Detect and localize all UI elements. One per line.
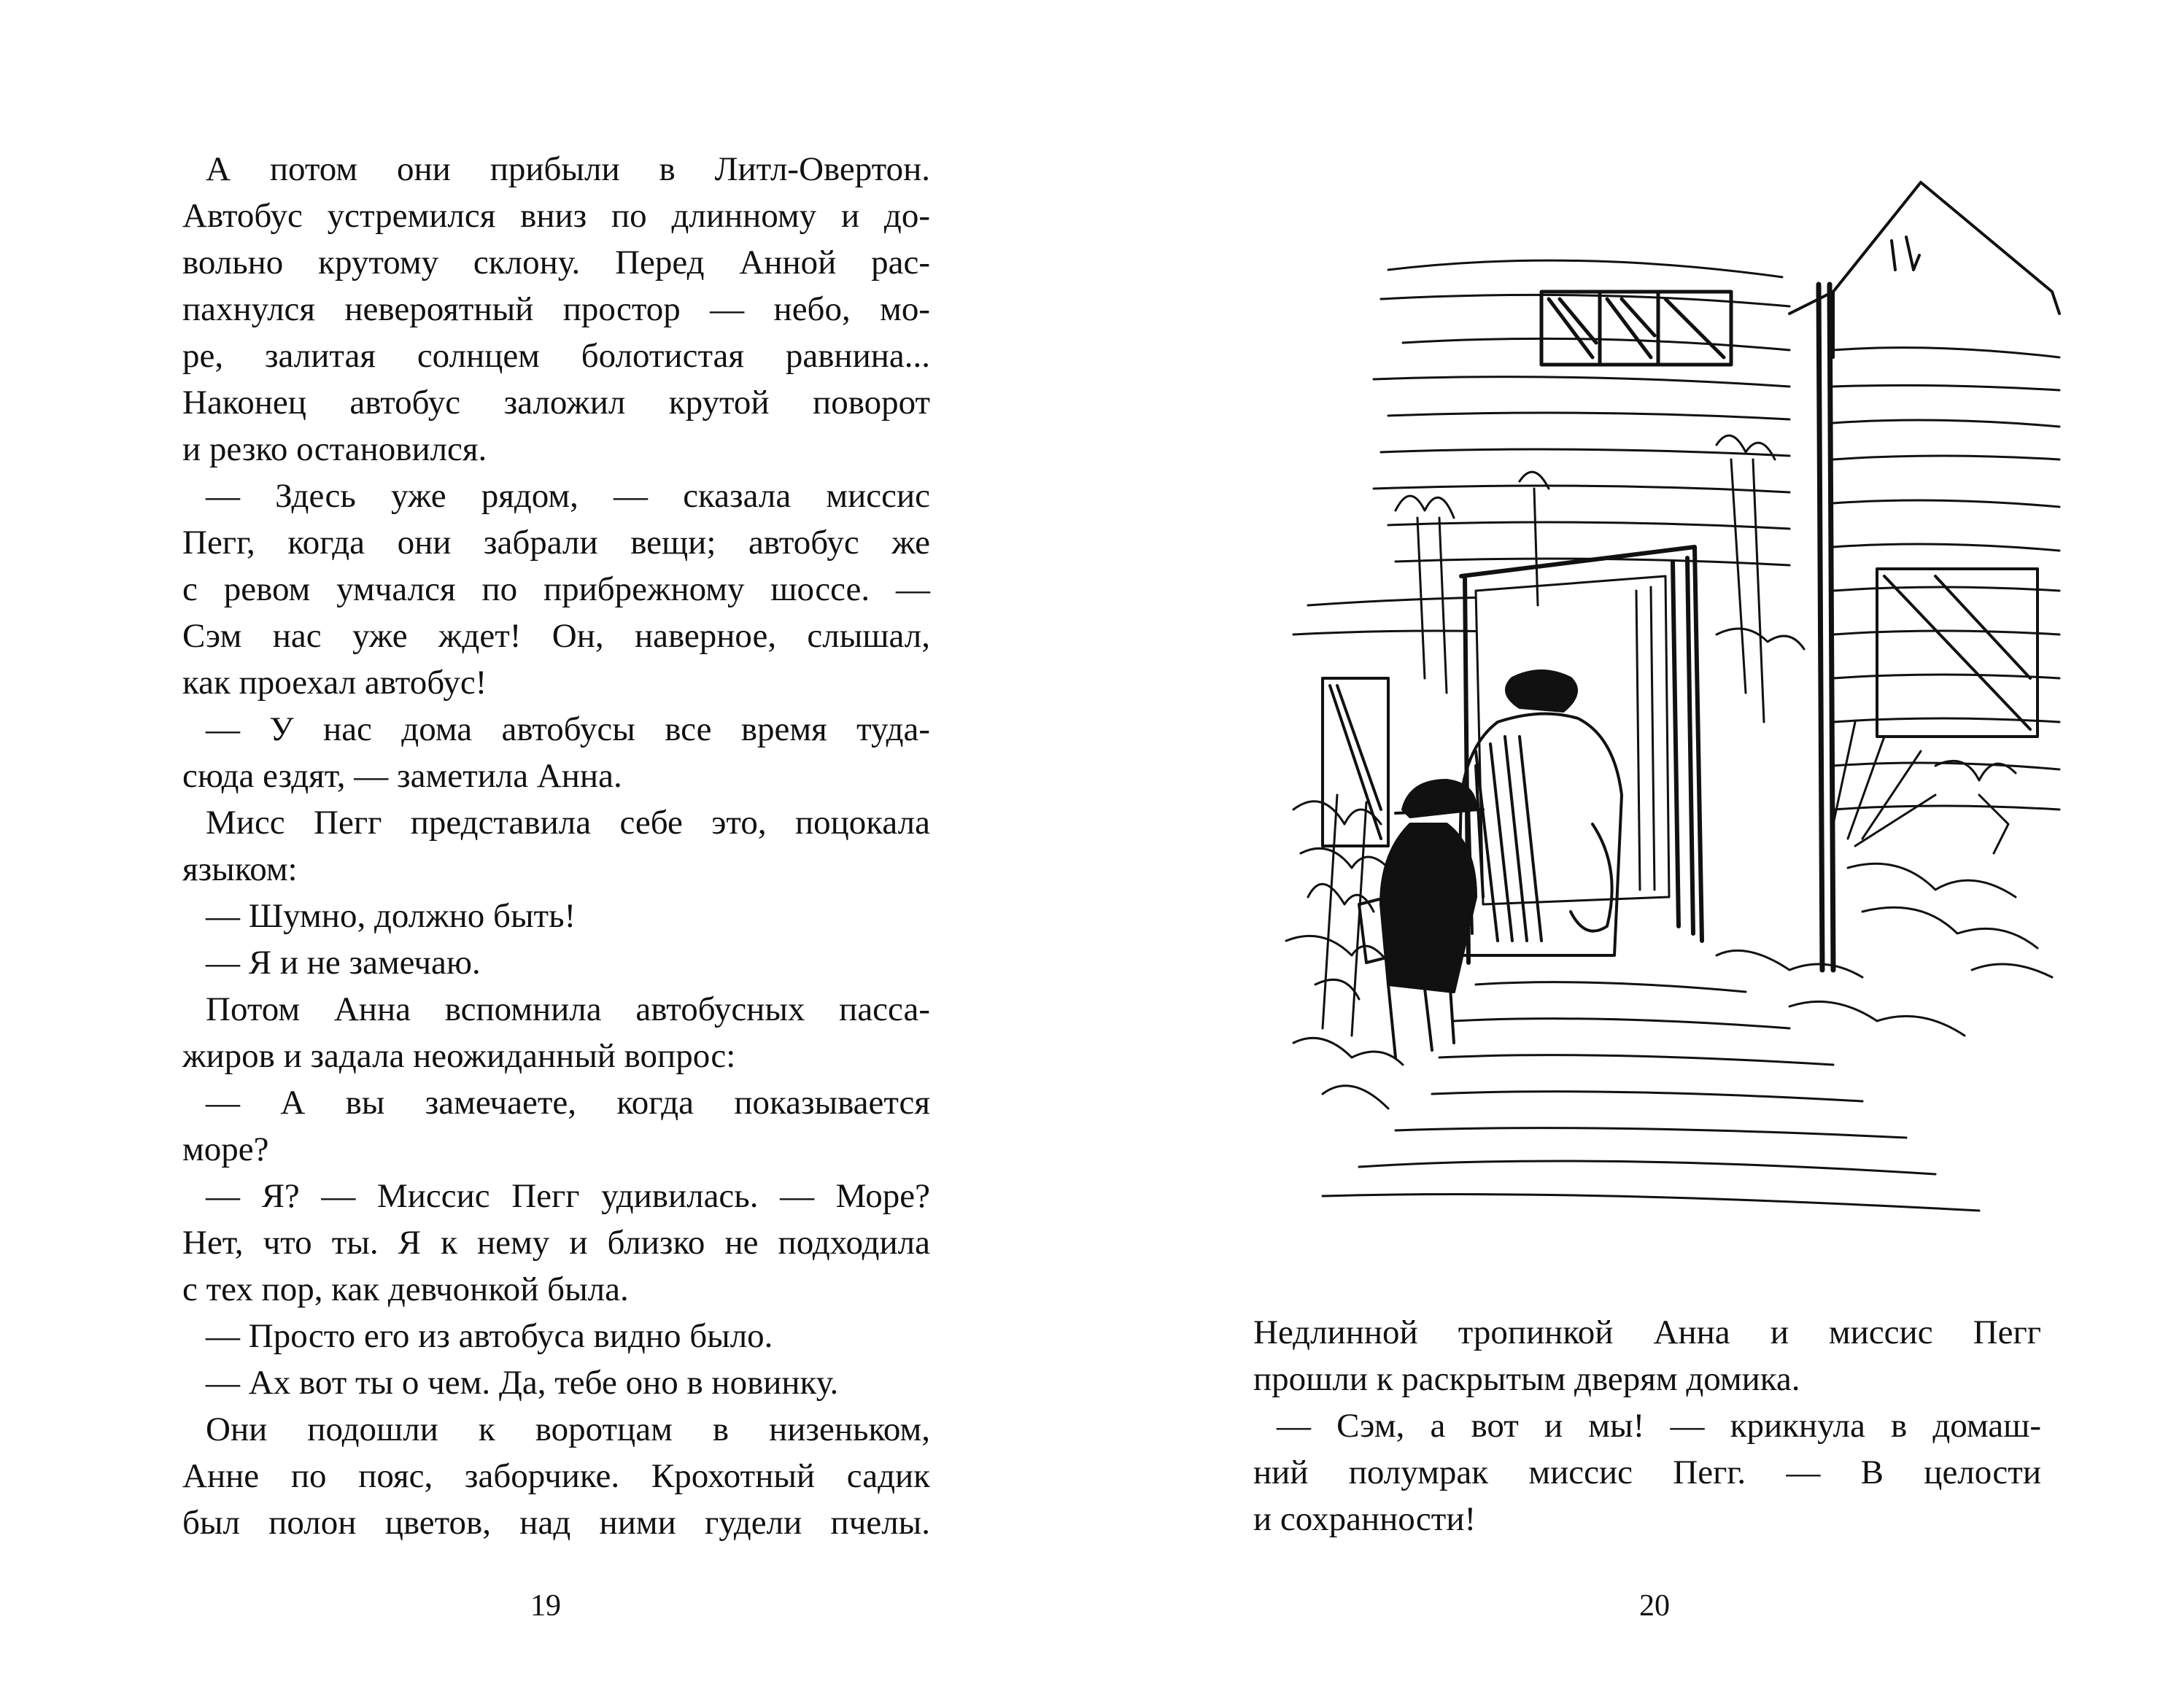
page-number-left: 19 <box>530 1589 561 1623</box>
text-line: — Здесь уже рядом, — сказала миссис <box>206 477 930 515</box>
text-line: с тех пор, как девчонкой была. <box>182 1270 629 1308</box>
text-line: сюда ездят, — заметила Анна. <box>182 757 622 795</box>
text-line: вольно крутому склону. Перед Анной рас- <box>182 244 930 282</box>
text-line: Сэм нас уже ждет! Он, наверное, слышал, <box>182 617 930 655</box>
text-line: Мисс Пегг представила себе это, поцокала <box>206 804 930 842</box>
text-line: Пегг, когда они забрали вещи; автобус же <box>182 524 930 562</box>
text-line: и резко остановился. <box>182 430 487 468</box>
text-line: — У нас дома автобусы все время туда- <box>206 710 930 748</box>
text-line: с ревом умчался по прибрежному шоссе. — <box>182 570 930 608</box>
text-line: ний полумрак миссис Пегг. — В целости <box>1253 1453 2041 1491</box>
text-line: и сохранности! <box>1253 1500 1477 1538</box>
text-line: А потом они прибыли в Литл-Овертон. <box>206 150 930 188</box>
text-line: — Сэм, а вот и мы! — крикнула в домаш- <box>1277 1407 2041 1445</box>
text-line: Анне по пояс, заборчике. Крохотный садик <box>182 1457 930 1495</box>
left-page-text <box>182 146 930 1546</box>
illustration-drawing <box>1279 168 2074 1240</box>
text-line: прошли к раскрытым дверям домика. <box>1253 1360 1800 1398</box>
text-line: Они подошли к воротцам в низеньком, <box>206 1410 930 1448</box>
text-line: Нет, что ты. Я к нему и близко не подходила <box>182 1224 930 1262</box>
text-line: — Я? — Миссис Пегг удивилась. — Море? <box>206 1177 930 1215</box>
text-line: — Шумно, должно быть! <box>206 897 576 935</box>
right-page <box>1086 0 2171 1708</box>
text-line: был полон цветов, над ними гудели пчелы. <box>182 1504 930 1542</box>
text-line: пахнулся невероятный простор — небо, мо- <box>182 290 930 328</box>
text-line: жиров и задала неожиданный вопрос: <box>182 1037 736 1075</box>
text-line: Автобус устремился вниз по длинному и до- <box>182 197 930 235</box>
illustration-cottage <box>1279 168 2074 1240</box>
text-line: языком: <box>182 850 298 888</box>
text-line: как проехал автобус! <box>182 664 487 702</box>
text-line: — Я и не замечаю. <box>206 944 481 982</box>
text-line: Потом Анна вспомнила автобусных пасса- <box>206 990 930 1028</box>
text-line: Недлинной тропинкой Анна и миссис Пегг <box>1253 1313 2041 1351</box>
page-number-right: 20 <box>1639 1589 1670 1623</box>
text-line: — Ах вот ты о чем. Да, тебе оно в новинку. <box>206 1364 839 1402</box>
text-line: море? <box>182 1130 269 1168</box>
text-line: — Просто его из автобуса видно было. <box>206 1317 773 1355</box>
text-line: ре, залитая солнцем болотистая равнина... <box>182 337 930 375</box>
text-line: Наконец автобус заложил крутой поворот <box>182 384 930 422</box>
right-page-text <box>1253 1309 2041 1542</box>
text-line: — А вы замечаете, когда показывается <box>206 1084 930 1122</box>
